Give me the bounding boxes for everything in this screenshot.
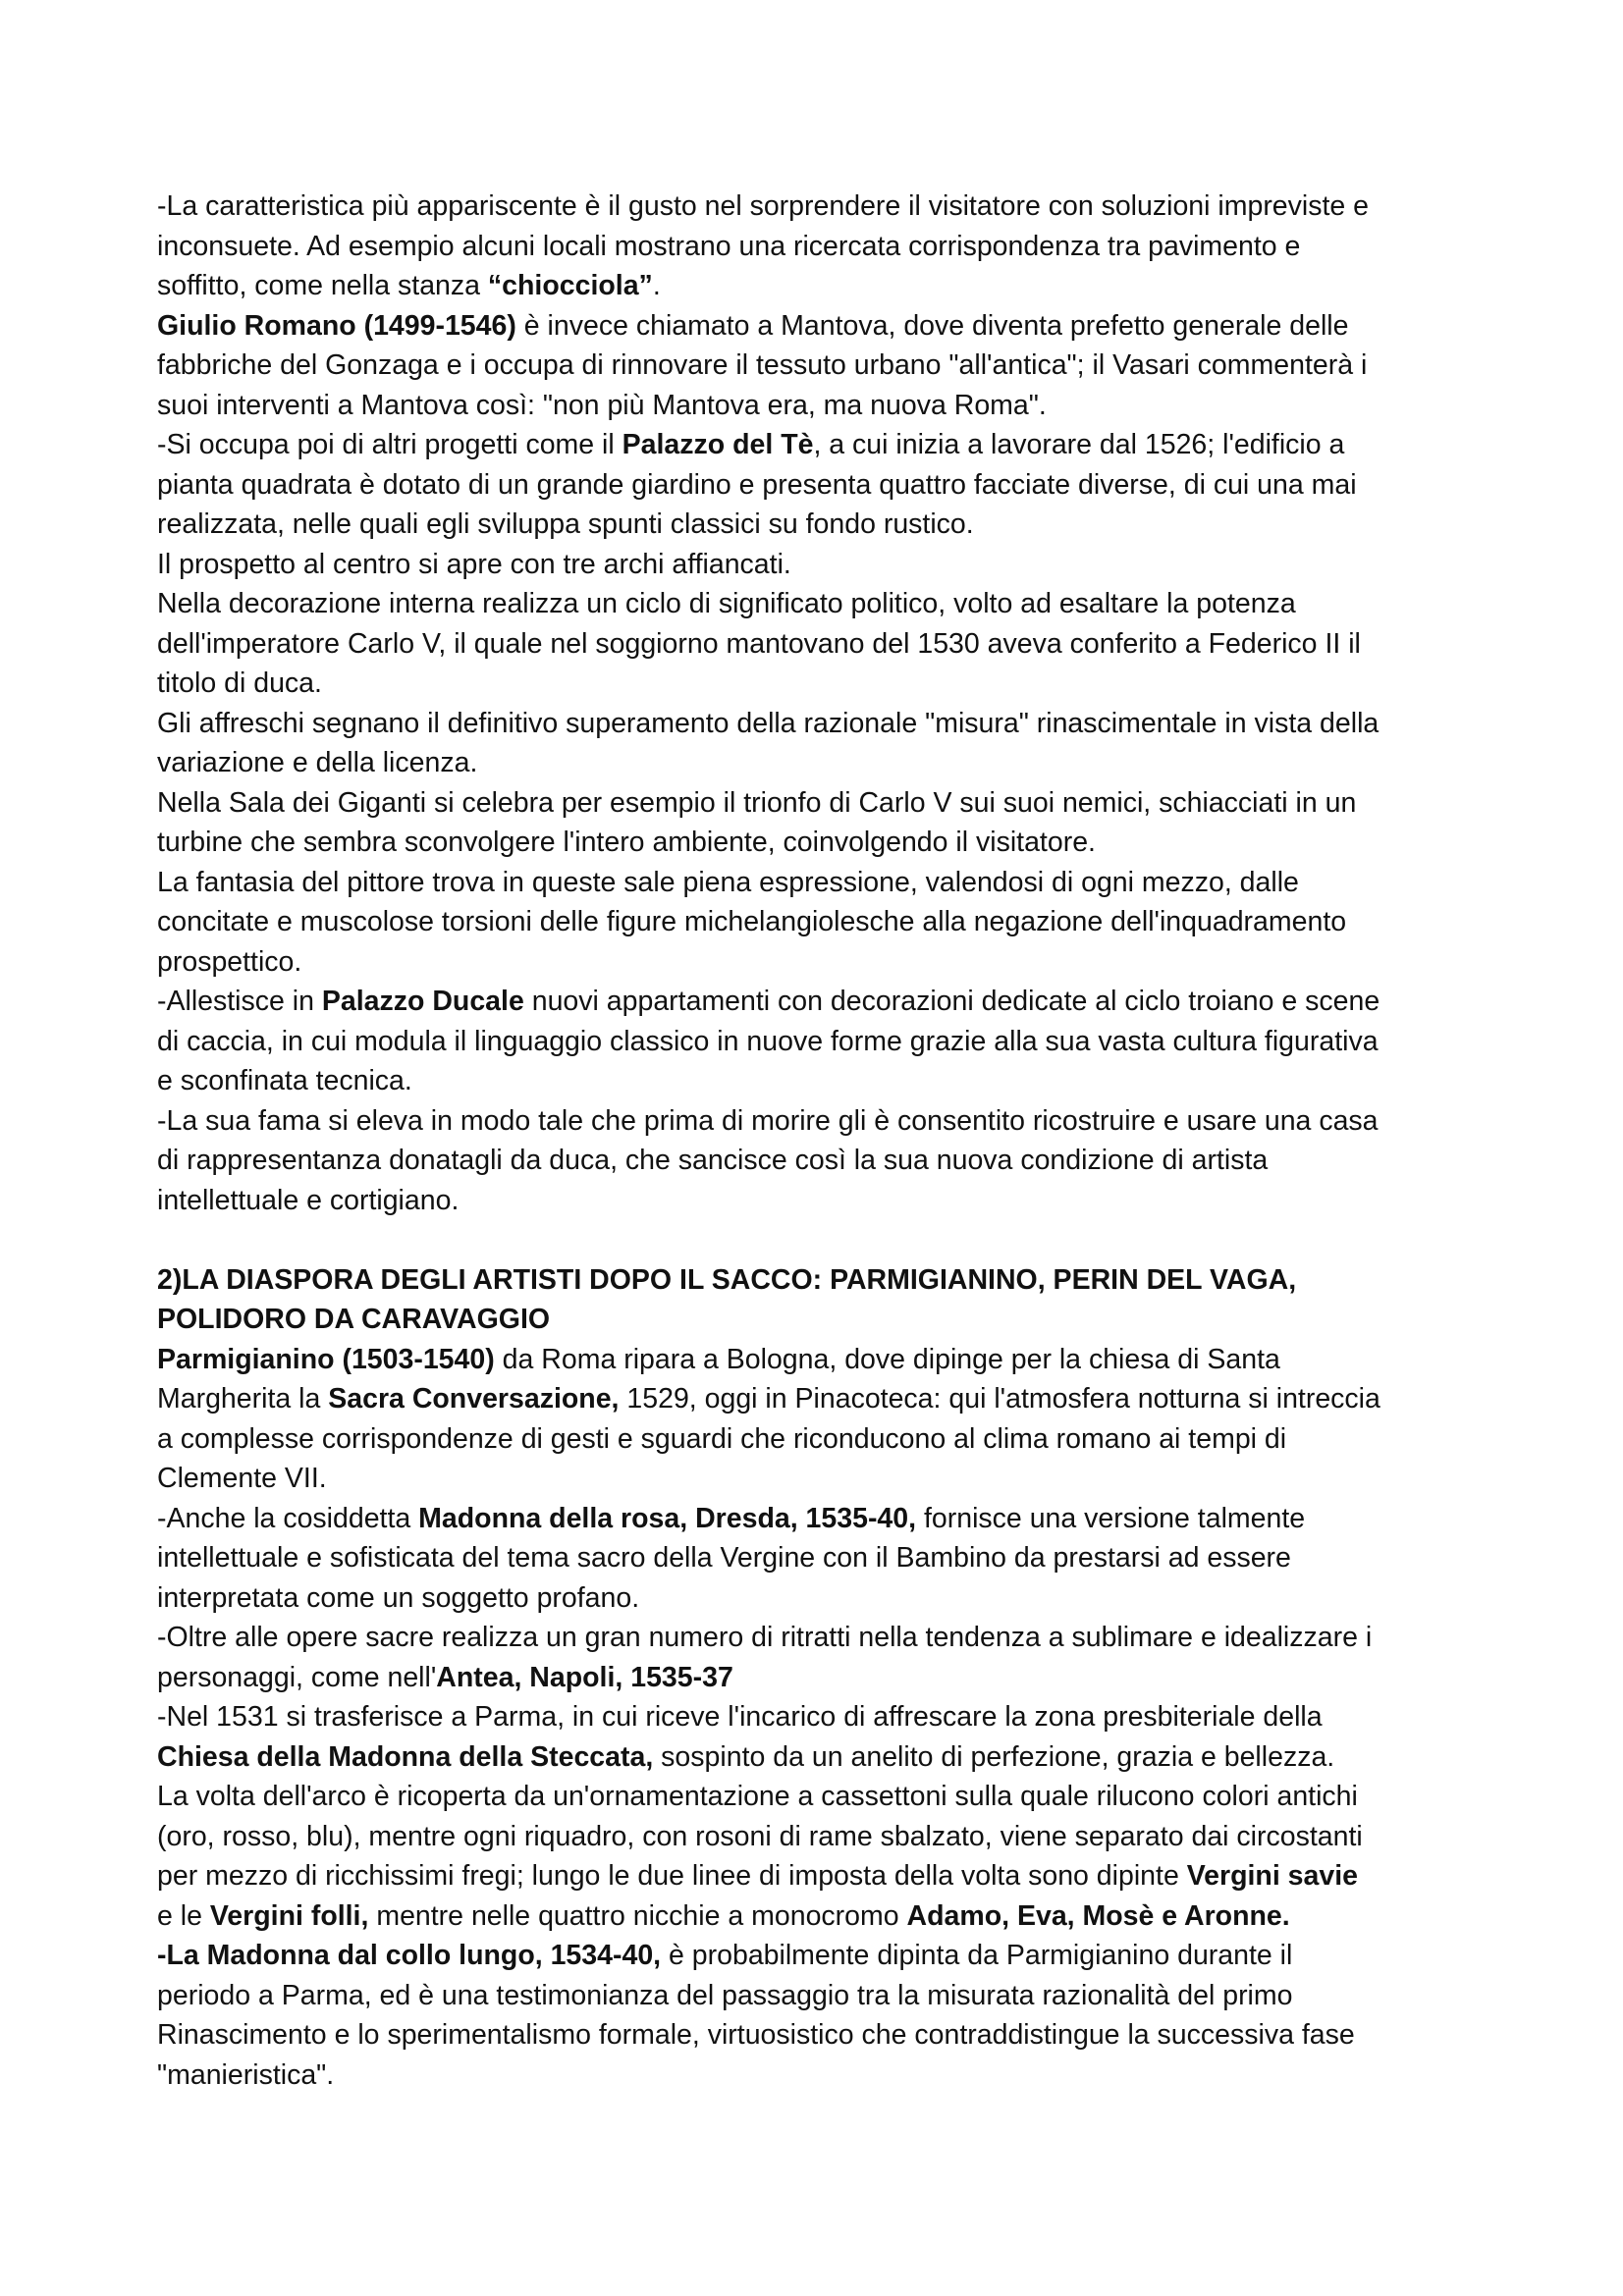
bold-text: Vergini folli,: [209, 1899, 369, 1932]
text-line: [157, 982, 1483, 1022]
text-line: [157, 386, 1483, 426]
bold-text: Madonna della rosa, Dresda, 1535-40,: [418, 1502, 917, 1534]
paragraph: [157, 1340, 1483, 1499]
paragraph: [157, 187, 1483, 306]
paragraph: [157, 425, 1483, 545]
text-line: [157, 1300, 1483, 1340]
text-run: La fantasia del pittore trova in queste sale piena espressione, valendosi di ogni mezzo, dalle: [157, 866, 1299, 898]
text-run: interpretata come un soggetto profano.: [157, 1581, 640, 1614]
text-line: [157, 1936, 1483, 1976]
text-line: [157, 1976, 1483, 2016]
text-run: 2)LA DIASPORA DEGLI ARTISTI DOPO IL SACCO: PARMIGIANINO, PERIN DEL VAGA,: [157, 1263, 1297, 1296]
text-run: fornisce una versione talmente: [916, 1502, 1306, 1534]
text-line: [157, 783, 1483, 824]
text-line: [157, 1022, 1483, 1062]
text-line: [157, 2015, 1483, 2056]
text-line: [157, 1379, 1483, 1419]
section-heading: [157, 1260, 1483, 1340]
text-run: titolo di duca.: [157, 667, 322, 699]
paragraph: [157, 704, 1483, 783]
text-line: [157, 545, 1483, 585]
text-line: [157, 1658, 1483, 1698]
text-line: [157, 1777, 1483, 1817]
text-line: [157, 1737, 1483, 1778]
paragraph: [157, 982, 1483, 1101]
bold-text: Giulio Romano (1499-1546): [157, 309, 516, 342]
text-line: [157, 584, 1483, 624]
text-line: [157, 1141, 1483, 1181]
paragraph-gap: [157, 1220, 1483, 1260]
bold-text: Adamo, Eva, Mosè e Aronne.: [906, 1899, 1290, 1932]
text-line: [157, 624, 1483, 665]
text-run: realizzata, nelle quali egli sviluppa spunti classici su fondo rustico.: [157, 508, 974, 540]
text-line: [157, 227, 1483, 267]
text-run: intellettuale e cortigiano.: [157, 1184, 460, 1216]
bold-text: “chiocciola”: [487, 270, 653, 301]
text-run: suoi interventi a Mantova così: "non più Mantova era, ma nuova Roma".: [157, 389, 1047, 421]
text-run: Gli affreschi segnano il definitivo superamento della razionale "misura" rinascimentale in vista della: [157, 707, 1380, 739]
text-run: POLIDORO DA CARAVAGGIO: [157, 1304, 551, 1335]
text-run: prospettico.: [157, 945, 302, 978]
text-line: [157, 823, 1483, 863]
text-run: dell'imperatore Carlo V, il quale nel soggiorno mantovano del 1530 aveva conferito a Federico II il: [157, 627, 1361, 660]
text-run: e sconfinata tecnica.: [157, 1065, 412, 1096]
bold-text: Sacra Conversazione,: [328, 1383, 620, 1415]
text-run: sospinto da un anelito di perfezione, grazia e bellezza.: [653, 1740, 1335, 1773]
paragraph: [157, 783, 1483, 863]
text-line: [157, 1499, 1483, 1539]
text-line: [157, 743, 1483, 783]
paragraph: [157, 1101, 1483, 1221]
text-run: concitate e muscolose torsioni delle figure michelangiolesche alla negazione dell'inquadramento: [157, 906, 1347, 937]
text-run: è probabilmente dipinta da Parmigianino durante il: [661, 1940, 1293, 1971]
text-line: [157, 863, 1483, 903]
text-run: (oro, rosso, blu), mentre ogni riquadro, con rosoni di rame sbalzato, viene separato dai circostanti: [157, 1820, 1363, 1852]
text-run: per mezzo di ricchissimi fregi; lungo le due linee di imposta della volta sono dipinte: [157, 1860, 1187, 1892]
text-run: pianta quadrata è dotato di un grande giardino e presenta quattro facciate diverse, di cui una mai: [157, 468, 1357, 501]
text-line: [157, 1538, 1483, 1578]
text-run: di rappresentanza donatagli da duca, che sancisce così la sua nuova condizione di artista: [157, 1145, 1269, 1176]
text-line: [157, 2056, 1483, 2096]
text-run: da Roma ripara a Bologna, dove dipinge per la chiesa di Santa: [494, 1343, 1280, 1375]
text-run: -Allestisce in: [157, 986, 322, 1017]
text-line: [157, 266, 1483, 306]
text-line: [157, 465, 1483, 506]
document-page: [157, 187, 1483, 2095]
text-line: [157, 902, 1483, 942]
text-line: [157, 664, 1483, 704]
paragraph: [157, 1697, 1483, 1777]
text-run: variazione e della licenza.: [157, 747, 478, 778]
text-run: nuovi appartamenti con decorazioni dedicate al ciclo troiano e scene: [523, 986, 1380, 1017]
bold-text: -La Madonna dal collo lungo, 1534-40,: [157, 1940, 662, 1971]
text-run: Nella decorazione interna realizza un ciclo di significato politico, volto ad esaltare la potenza: [157, 588, 1296, 619]
text-run: "manieristica".: [157, 2058, 335, 2091]
text-run: Il prospetto al centro si apre con tre archi affiancati.: [157, 548, 791, 580]
text-line: [157, 505, 1483, 545]
text-line: [157, 346, 1483, 386]
text-run: Clemente VII.: [157, 1463, 327, 1494]
text-line: [157, 942, 1483, 983]
text-run: -Anche la cosiddetta: [157, 1502, 419, 1534]
paragraph: [157, 1777, 1483, 1936]
text-run: di caccia, in cui modula il linguaggio classico in nuove forme grazie alla sua vasta cultura figurativa: [157, 1025, 1379, 1057]
text-run: .: [652, 270, 661, 301]
text-line: [157, 1260, 1483, 1301]
text-line: [157, 187, 1483, 227]
text-run: Nella Sala dei Giganti si celebra per esempio il trionfo di Carlo V sui suoi nemici, schiacciati in un: [157, 786, 1357, 819]
text-line: [157, 1459, 1483, 1499]
paragraph: [157, 1499, 1483, 1619]
bold-text: Vergini savie: [1186, 1860, 1358, 1892]
text-run: a complesse corrispondenze di gesti e sguardi che riconducono al clima romano ai tempi di: [157, 1422, 1287, 1455]
text-run: 1529, oggi in Pinacoteca: qui l'atmosfera notturna si intreccia: [619, 1383, 1380, 1415]
text-run: , a cui inizia a lavorare dal 1526; l'edificio a: [813, 429, 1345, 460]
bold-text: Parmigianino (1503-1540): [157, 1343, 495, 1375]
paragraph: [157, 306, 1483, 426]
bold-text: Palazzo Ducale: [321, 986, 524, 1017]
text-line: [157, 704, 1483, 744]
text-run: -Si occupa poi di altri progetti come il: [157, 429, 622, 460]
text-run: e le: [157, 1899, 210, 1932]
text-run: mentre nelle quattro nicchie a monocromo: [368, 1899, 907, 1932]
text-line: [157, 1181, 1483, 1221]
bold-text: Palazzo del Tè: [622, 429, 814, 460]
text-line: [157, 1578, 1483, 1619]
text-run: periodo a Parma, ed è una testimonianza del passaggio tra la misurata razionalità del primo: [157, 1979, 1293, 2011]
text-line: [157, 1419, 1483, 1460]
text-line: [157, 1618, 1483, 1658]
text-line: [157, 1340, 1483, 1380]
text-run: soffitto, come nella stanza: [157, 270, 488, 301]
text-line: [157, 1856, 1483, 1896]
text-run: intellettuale e sofisticata del tema sacro della Vergine con il Bambino da prestarsi ad essere: [157, 1542, 1291, 1574]
text-run: turbine che sembra sconvolgere l'intero ambiente, coinvolgendo il visitatore.: [157, 827, 1096, 858]
text-line: [157, 1817, 1483, 1857]
bold-text: Antea, Napoli, 1535-37: [436, 1661, 733, 1693]
text-run: Rinascimento e lo sperimentalismo formale, virtuosistico che contraddistingue la successiva fase: [157, 2019, 1355, 2051]
text-run: inconsuete. Ad esempio alcuni locali mostrano una ricercata corrispondenza tra pavimento e: [157, 230, 1301, 262]
text-run: è invece chiamato a Mantova, dove diventa prefetto generale delle: [515, 309, 1349, 342]
paragraph: [157, 584, 1483, 704]
text-line: [157, 1896, 1483, 1937]
text-run: personaggi, come nell': [157, 1661, 437, 1693]
paragraph: [157, 1936, 1483, 2095]
paragraph: [157, 1618, 1483, 1697]
text-run: -Oltre alle opere sacre realizza un gran numero di ritratti nella tendenza a sublimare e idealizzare i: [157, 1622, 1373, 1653]
text-run: La volta dell'arco è ricoperta da un'ornamentazione a cassettoni sulla quale rilucono colori antichi: [157, 1781, 1358, 1812]
text-line: [157, 425, 1483, 465]
text-line: [157, 1697, 1483, 1737]
bold-text: Chiesa della Madonna della Steccata,: [157, 1740, 654, 1773]
text-run: -La caratteristica più appariscente è il gusto nel sorprendere il visitatore con soluzioni impreviste e: [157, 190, 1370, 222]
text-line: [157, 306, 1483, 347]
text-run: -La sua fama si eleva in modo tale che prima di morire gli è consentito ricostruire e usare una casa: [157, 1104, 1379, 1137]
text-run: fabbriche del Gonzaga e i occupa di rinnovare il tessuto urbano "all'antica"; il Vasari commenterà i: [157, 349, 1368, 381]
text-run: -Nel 1531 si trasferisce a Parma, in cui riceve l'incarico di affrescare la zona presbiteriale della: [157, 1701, 1323, 1733]
text-line: [157, 1061, 1483, 1101]
paragraph: [157, 545, 1483, 585]
text-line: [157, 1101, 1483, 1142]
text-run: Margherita la: [157, 1383, 329, 1415]
paragraph: [157, 863, 1483, 983]
